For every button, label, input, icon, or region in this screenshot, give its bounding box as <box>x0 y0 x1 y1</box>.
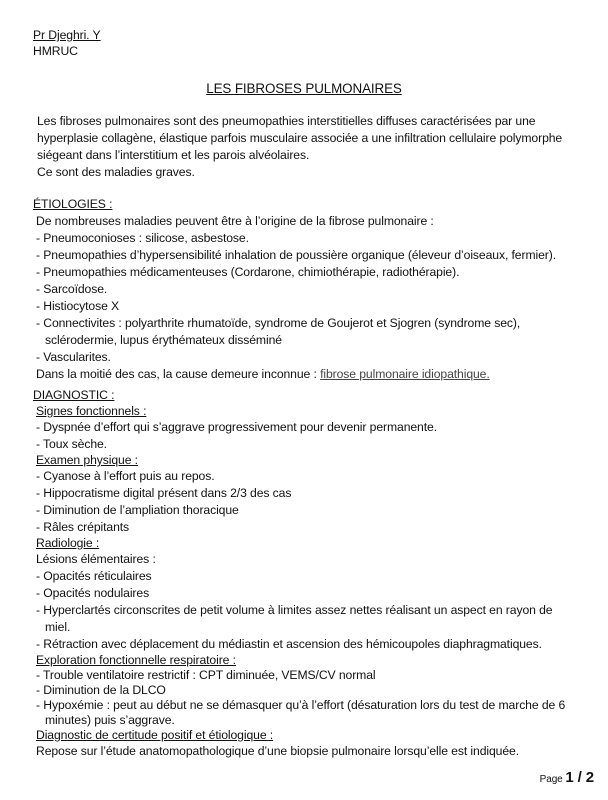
signe-item: - Dyspnée d’effort qui s’aggrave progressivement pour devenir permanente. <box>36 420 437 434</box>
exploration-item: - Diminution de la DLCO <box>36 683 166 697</box>
document-title: LES FIBROSES PULMONAIRES <box>206 81 402 96</box>
etiology-item: - Histiocytose X <box>36 299 120 313</box>
idiopathic-fibrosis-link[interactable]: fibrose pulmonaire idiopathique. <box>320 367 490 381</box>
radiologie-item: - Hyperclartés circonscrites de petit volume à limites assez nettes réalisant un aspect en rayon de <box>36 603 553 617</box>
document-header <box>33 27 101 59</box>
signes-heading: Signes fonctionnels : <box>36 404 147 418</box>
radiologie-item: - Opacités nodulaires <box>36 586 150 600</box>
certitude-heading: Diagnostic de certitude positif et étiologique : <box>36 728 274 742</box>
author-name: Pr Djeghri. Y <box>33 28 101 42</box>
examen-item: - Râles crépitants <box>36 520 130 534</box>
conclusion-text: Dans la moitié des cas, la cause demeure inconnue : <box>36 367 321 381</box>
radiologie-item: - Opacités réticulaires <box>36 569 152 583</box>
diagnostic-heading: DIAGNOSTIC : <box>33 388 115 402</box>
radiologie-item: - Rétraction avec déplacement du médiastin et ascension des hémicoupoles diaphragmatiques. <box>36 637 542 651</box>
page-footer <box>540 769 594 788</box>
etiologies-conclusion <box>36 366 556 383</box>
exploration-heading: Exploration fonctionnelle respiratoire : <box>36 653 236 667</box>
intro-paragraph <box>37 113 577 181</box>
etiology-item: - Sarcoïdose. <box>36 282 108 296</box>
examen-item: - Cyanose à l’effort puis au repos. <box>36 469 215 483</box>
page-number: 1 / 2 <box>565 769 594 786</box>
etiologies-heading: ÉTIOLOGIES : <box>33 197 113 211</box>
etiology-item: - Pneumopathies médicamenteuses (Cordarone, chimiothérapie, radiothérapie). <box>36 265 460 279</box>
etiology-item: - Pneumoconioses : silicose, asbestose. <box>36 231 249 245</box>
examen-item: - Hippocratisme digital présent dans 2/3 des cas <box>36 486 292 500</box>
radiologie-heading: Radiologie : <box>36 536 100 550</box>
page-label: Page <box>539 774 563 785</box>
etiologies-intro: De nombreuses maladies peuvent être à l’origine de la fibrose pulmonaire : <box>36 214 434 228</box>
etiology-item: - Connectivites : polyarthrite rhumatoïde, syndrome de Goujerot et Sjogren (syndrome sec), <box>36 316 521 330</box>
institution-name: HMRUC <box>33 44 78 58</box>
signe-item: - Toux sèche. <box>36 437 107 451</box>
exploration-item-continuation: minutes) puis s’aggrave. <box>45 713 175 727</box>
diagnostic-section <box>33 387 565 760</box>
radiologie-intro: Lésions élémentaires : <box>36 552 156 566</box>
etiology-item-continuation: sclérodermie, lupus érythémateux disséminé <box>45 333 282 347</box>
intro-line: siégeant dans l’interstitium et les parois alvéolaires. <box>37 148 310 162</box>
intro-line: hyperplasie collagène, élastique parfois musculaire associée a une infiltration cellulaire polymorphe <box>37 131 563 145</box>
examen-heading: Examen physique : <box>36 453 138 467</box>
etiologies-section <box>33 196 556 383</box>
intro-line: Les fibroses pulmonaires sont des pneumopathies interstitielles diffuses caractérisées par une <box>37 114 536 128</box>
exploration-item: - Hypoxémie : peut au début ne se démasquer qu’à l’effort (désaturation lors du test de marche de 6 <box>36 698 566 712</box>
examen-item: - Diminution de l’ampliation thoracique <box>36 503 239 517</box>
radiologie-item-continuation: miel. <box>45 620 71 634</box>
etiology-item: - Vascularites. <box>36 350 111 364</box>
exploration-item: - Trouble ventilatoire restrictif : CPT diminuée, VEMS/CV normal <box>36 668 376 682</box>
intro-line: Ce sont des maladies graves. <box>37 165 195 179</box>
certitude-text: Repose sur l’étude anatomopathologique d’une biopsie pulmonaire lorsqu’elle est indiquée. <box>36 744 519 758</box>
etiology-item: - Pneumopathies d’hypersensibilité inhalation de poussière organique (éleveur d’oiseaux, fermier). <box>36 248 556 262</box>
